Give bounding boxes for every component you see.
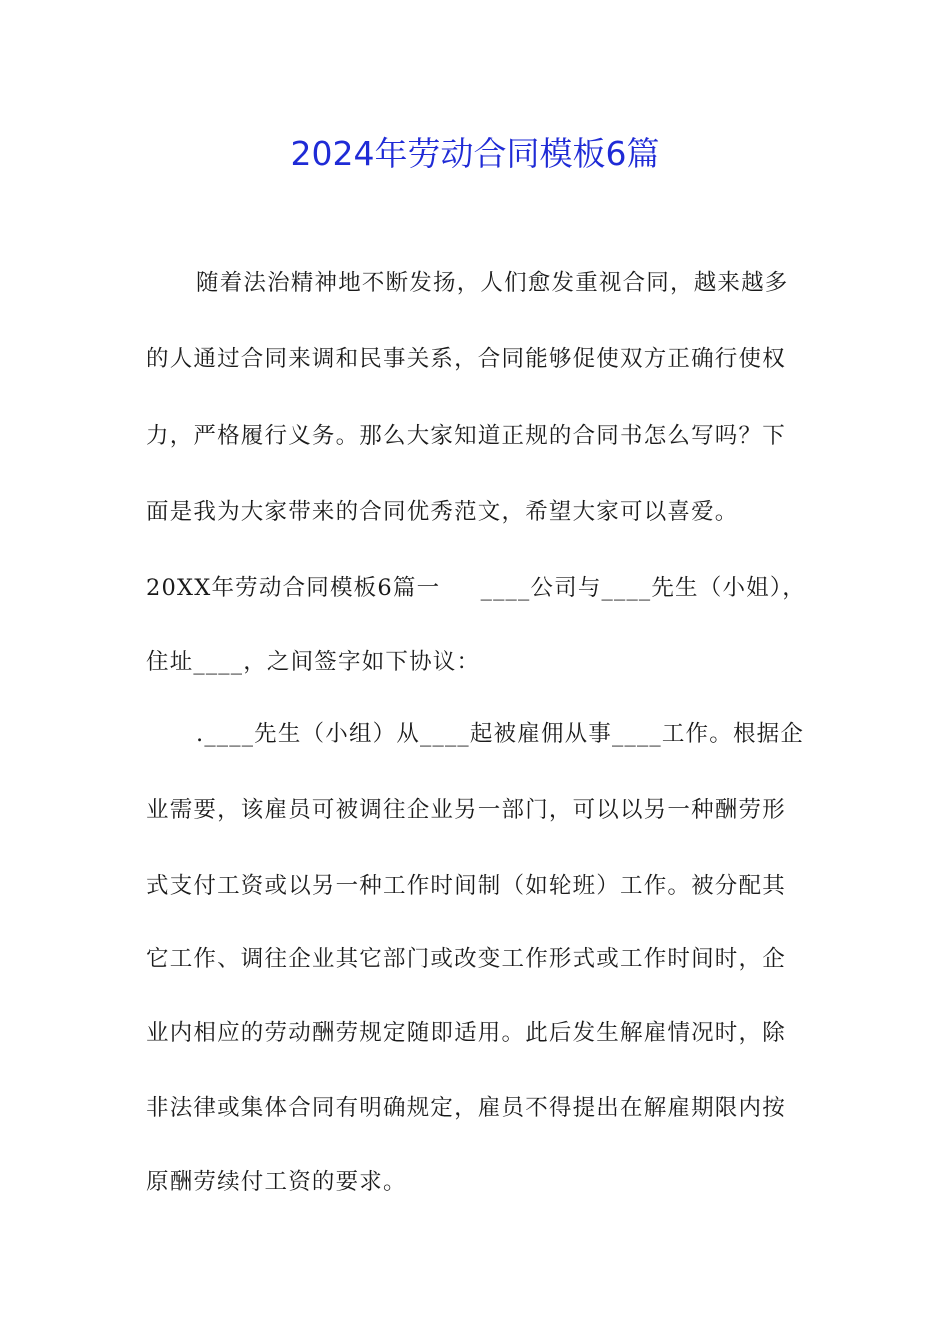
parties-text: ____公司与____先生（小姐）， xyxy=(480,575,806,601)
intro-line-4: 面是我为大家带来的合同优秀范文，希望大家可以喜爱。 xyxy=(146,499,739,525)
clause-line-7: 原酬劳续付工资的要求。 xyxy=(146,1169,407,1195)
clause-line-5: 业内相应的劳动酬劳规定随即适用。此后发生解雇情况时，除 xyxy=(146,1020,786,1046)
document-title: 2024年劳动合同模板6篇 xyxy=(290,134,660,173)
clause-line-2: 业需要，该雇员可被调往企业另一部门，可以以另一种酬劳形 xyxy=(146,797,786,823)
clause-line-4: 它工作、调往企业其它部门或改变工作形式或工作时间时，企 xyxy=(146,946,786,972)
address-line: 住址____，之间签字如下协议： xyxy=(146,649,481,675)
clause-line-6: 非法律或集体合同有明确规定，雇员不得提出在解雇期限内按 xyxy=(146,1095,786,1121)
clause-line-3: 式支付工资或以另一种工作时间制（如轮班）工作。被分配其 xyxy=(146,873,786,899)
section-heading-line xyxy=(146,573,806,603)
clause-line-1: .____先生（小组）从____起被雇佣从事____工作。根据企 xyxy=(196,721,805,747)
intro-line-1: 随着法治精神地不断发扬，人们愈发重视合同，越来越多 xyxy=(196,270,789,296)
intro-line-3: 力，严格履行义务。那么大家知道正规的合同书怎么写吗？下 xyxy=(146,423,786,449)
section-title: 20XX年劳动合同模板6篇一 xyxy=(146,575,441,601)
intro-line-2: 的人通过合同来调和民事关系，合同能够促使双方正确行使权 xyxy=(146,346,786,372)
